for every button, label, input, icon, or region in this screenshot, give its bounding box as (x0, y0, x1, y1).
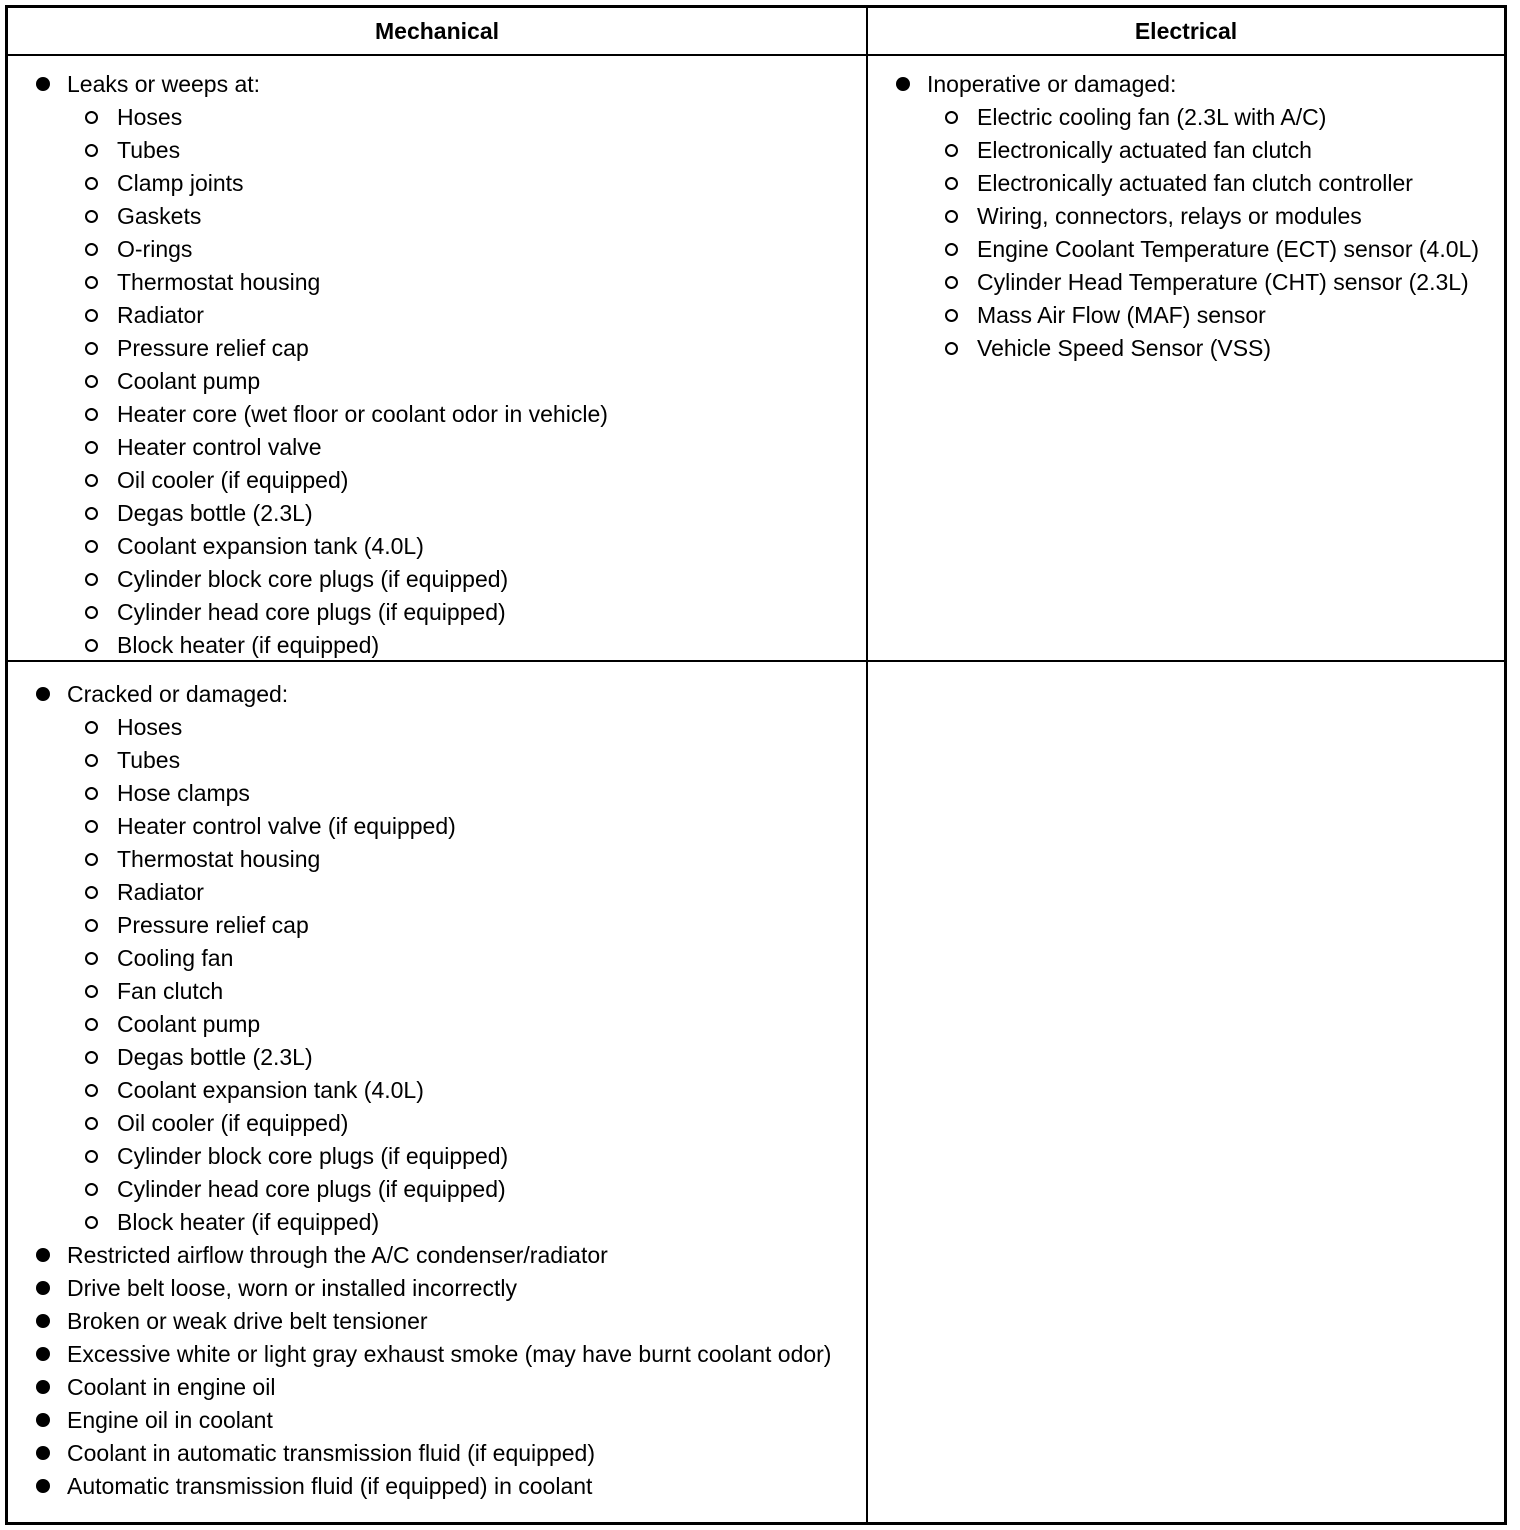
circle-bullet-icon (85, 820, 98, 833)
list-item (67, 135, 836, 165)
item-label: Cylinder head core plugs (if equipped) (117, 1176, 506, 1202)
circle-bullet-icon (85, 1084, 98, 1097)
circle-bullet-icon (85, 1150, 98, 1163)
circle-bullet-icon (85, 606, 98, 619)
bullet-icon (896, 77, 910, 91)
list-item (67, 201, 836, 231)
item-label: Cylinder block core plugs (if equipped) (117, 566, 509, 592)
item-label: Block heater (if equipped) (117, 1209, 380, 1235)
list-item (67, 778, 836, 808)
circle-bullet-icon (85, 375, 98, 388)
group-label: Inoperative or damaged: (927, 71, 1177, 97)
list-item (67, 366, 836, 396)
circle-bullet-icon (85, 1183, 98, 1196)
list-item (894, 69, 1484, 363)
item-label: Heater control valve (if equipped) (117, 813, 456, 839)
item-label: Coolant expansion tank (4.0L) (117, 1077, 424, 1103)
list-item (34, 1471, 836, 1501)
circle-bullet-icon (85, 886, 98, 899)
item-label: Coolant in engine oil (67, 1374, 276, 1400)
item-label: Fan clutch (117, 978, 224, 1004)
circle-bullet-icon (85, 540, 98, 553)
bullet-icon (36, 1347, 50, 1361)
list-item (67, 712, 836, 742)
list-item (927, 135, 1484, 165)
item-label: Cylinder block core plugs (if equipped) (117, 1143, 509, 1169)
circle-bullet-icon (85, 144, 98, 157)
circle-bullet-icon (85, 177, 98, 190)
list-item (67, 844, 836, 874)
list-item (67, 1174, 836, 1204)
bullet-icon (36, 1479, 50, 1493)
symptom-table (5, 5, 1507, 1525)
circle-bullet-icon (945, 342, 958, 355)
circle-bullet-icon (945, 144, 958, 157)
list-item (67, 564, 836, 594)
circle-bullet-icon (85, 985, 98, 998)
bullet-icon (36, 1314, 50, 1328)
circle-bullet-icon (945, 276, 958, 289)
bullet-icon (36, 77, 50, 91)
list-item (927, 300, 1484, 330)
circle-bullet-icon (85, 721, 98, 734)
header-mechanical: Mechanical (375, 17, 499, 44)
item-label: Electric cooling fan (2.3L with A/C) (977, 104, 1327, 130)
list-item (927, 333, 1484, 363)
item-label: Pressure relief cap (117, 912, 309, 938)
circle-bullet-icon (945, 177, 958, 190)
list-item (67, 234, 836, 264)
list-item (67, 877, 836, 907)
list-item (67, 531, 836, 561)
circle-bullet-icon (85, 507, 98, 520)
list-item (67, 300, 836, 330)
list-item (67, 168, 836, 198)
list-item (67, 102, 836, 132)
circle-bullet-icon (85, 919, 98, 932)
item-label: Tubes (117, 137, 181, 163)
circle-bullet-icon (85, 210, 98, 223)
list-item (67, 943, 836, 973)
list-item (67, 910, 836, 940)
item-label: Restricted airflow through the A/C condenser/radiator (67, 1242, 608, 1268)
item-label: Electronically actuated fan clutch (977, 137, 1312, 163)
circle-bullet-icon (85, 441, 98, 454)
circle-bullet-icon (945, 111, 958, 124)
item-label: Thermostat housing (117, 846, 321, 872)
list-item (34, 1306, 836, 1336)
list-item (34, 679, 836, 1237)
list-item (34, 1372, 836, 1402)
circle-bullet-icon (85, 1051, 98, 1064)
item-label: Oil cooler (if equipped) (117, 467, 349, 493)
item-label: Electronically actuated fan clutch controller (977, 170, 1413, 196)
item-label: Block heater (if equipped) (117, 632, 380, 658)
item-label: Excessive white or light gray exhaust smoke (may have burnt coolant odor) (67, 1341, 832, 1367)
bullet-icon (36, 1413, 50, 1427)
list-item (67, 1075, 836, 1105)
item-label: Drive belt loose, worn or installed incorrectly (67, 1275, 517, 1301)
item-label: Wiring, connectors, relays or modules (977, 203, 1362, 229)
list-item (67, 432, 836, 462)
circle-bullet-icon (85, 111, 98, 124)
list-item (927, 201, 1484, 231)
item-label: Coolant expansion tank (4.0L) (117, 533, 424, 559)
list-item (34, 1240, 836, 1270)
circle-bullet-icon (85, 1117, 98, 1130)
group-label: Cracked or damaged: (67, 681, 289, 707)
circle-bullet-icon (85, 342, 98, 355)
bullet-icon (36, 1281, 50, 1295)
item-label: Cooling fan (117, 945, 234, 971)
item-label: Broken or weak drive belt tensioner (67, 1308, 428, 1334)
circle-bullet-icon (85, 639, 98, 652)
item-label: Degas bottle (2.3L) (117, 500, 313, 526)
circle-bullet-icon (945, 309, 958, 322)
circle-bullet-icon (945, 243, 958, 256)
item-label: Heater core (wet floor or coolant odor in vehicle) (117, 401, 608, 427)
circle-bullet-icon (85, 952, 98, 965)
list-item (67, 1009, 836, 1039)
item-label: O-rings (117, 236, 193, 262)
list-item (67, 1141, 836, 1171)
bullet-icon (36, 687, 50, 701)
cell-row1-electrical (868, 56, 1504, 366)
item-label: Engine Coolant Temperature (ECT) sensor (4.0L) (977, 236, 1479, 262)
item-label: Engine oil in coolant (67, 1407, 273, 1433)
item-label: Mass Air Flow (MAF) sensor (977, 302, 1266, 328)
circle-bullet-icon (85, 309, 98, 322)
circle-bullet-icon (85, 408, 98, 421)
list-item (34, 1273, 836, 1303)
circle-bullet-icon (85, 276, 98, 289)
list-item (67, 811, 836, 841)
list-item (67, 267, 836, 297)
list-item (34, 1405, 836, 1435)
item-label: Degas bottle (2.3L) (117, 1044, 313, 1070)
cell-row1-mechanical (8, 56, 866, 663)
item-label: Radiator (117, 879, 204, 905)
item-label: Vehicle Speed Sensor (VSS) (977, 335, 1272, 361)
circle-bullet-icon (85, 1018, 98, 1031)
item-label: Cylinder Head Temperature (CHT) sensor (2.3L) (977, 269, 1469, 295)
circle-bullet-icon (85, 573, 98, 586)
item-label: Hoses (117, 714, 183, 740)
list-item (67, 597, 836, 627)
item-label: Automatic transmission fluid (if equipped) in coolant (67, 1473, 593, 1499)
header-electrical: Electrical (1134, 17, 1238, 44)
item-label: Thermostat housing (117, 269, 321, 295)
item-label: Coolant pump (117, 368, 261, 394)
list-item (34, 1339, 836, 1369)
circle-bullet-icon (85, 1216, 98, 1229)
list-item (67, 976, 836, 1006)
circle-bullet-icon (85, 853, 98, 866)
list-item (927, 267, 1484, 297)
list-item (67, 465, 836, 495)
item-label: Heater control valve (117, 434, 322, 460)
list-item (67, 399, 836, 429)
bullet-icon (36, 1446, 50, 1460)
item-label: Clamp joints (117, 170, 244, 196)
circle-bullet-icon (85, 243, 98, 256)
list-item (67, 1042, 836, 1072)
bullet-icon (36, 1380, 50, 1394)
item-label: Radiator (117, 302, 204, 328)
list-item (927, 168, 1484, 198)
item-label: Coolant pump (117, 1011, 261, 1037)
list-item (67, 1207, 836, 1237)
bullet-icon (36, 1248, 50, 1262)
item-label: Tubes (117, 747, 181, 773)
list-item (67, 745, 836, 775)
list-item (927, 102, 1484, 132)
circle-bullet-icon (85, 787, 98, 800)
cell-row2-mechanical (8, 662, 866, 1504)
circle-bullet-icon (85, 754, 98, 767)
group-label: Leaks or weeps at: (67, 71, 261, 97)
list-item (34, 69, 836, 660)
item-label: Gaskets (117, 203, 202, 229)
item-label: Coolant in automatic transmission fluid (if equipped) (67, 1440, 595, 1466)
list-item (927, 234, 1484, 264)
item-label: Hose clamps (117, 780, 250, 806)
list-item (67, 333, 836, 363)
list-item (67, 630, 836, 660)
item-label: Oil cooler (if equipped) (117, 1110, 349, 1136)
circle-bullet-icon (85, 474, 98, 487)
list-item (67, 1108, 836, 1138)
list-item (67, 498, 836, 528)
item-label: Hoses (117, 104, 183, 130)
circle-bullet-icon (945, 210, 958, 223)
item-label: Cylinder head core plugs (if equipped) (117, 599, 506, 625)
list-item (34, 1438, 836, 1468)
item-label: Pressure relief cap (117, 335, 309, 361)
